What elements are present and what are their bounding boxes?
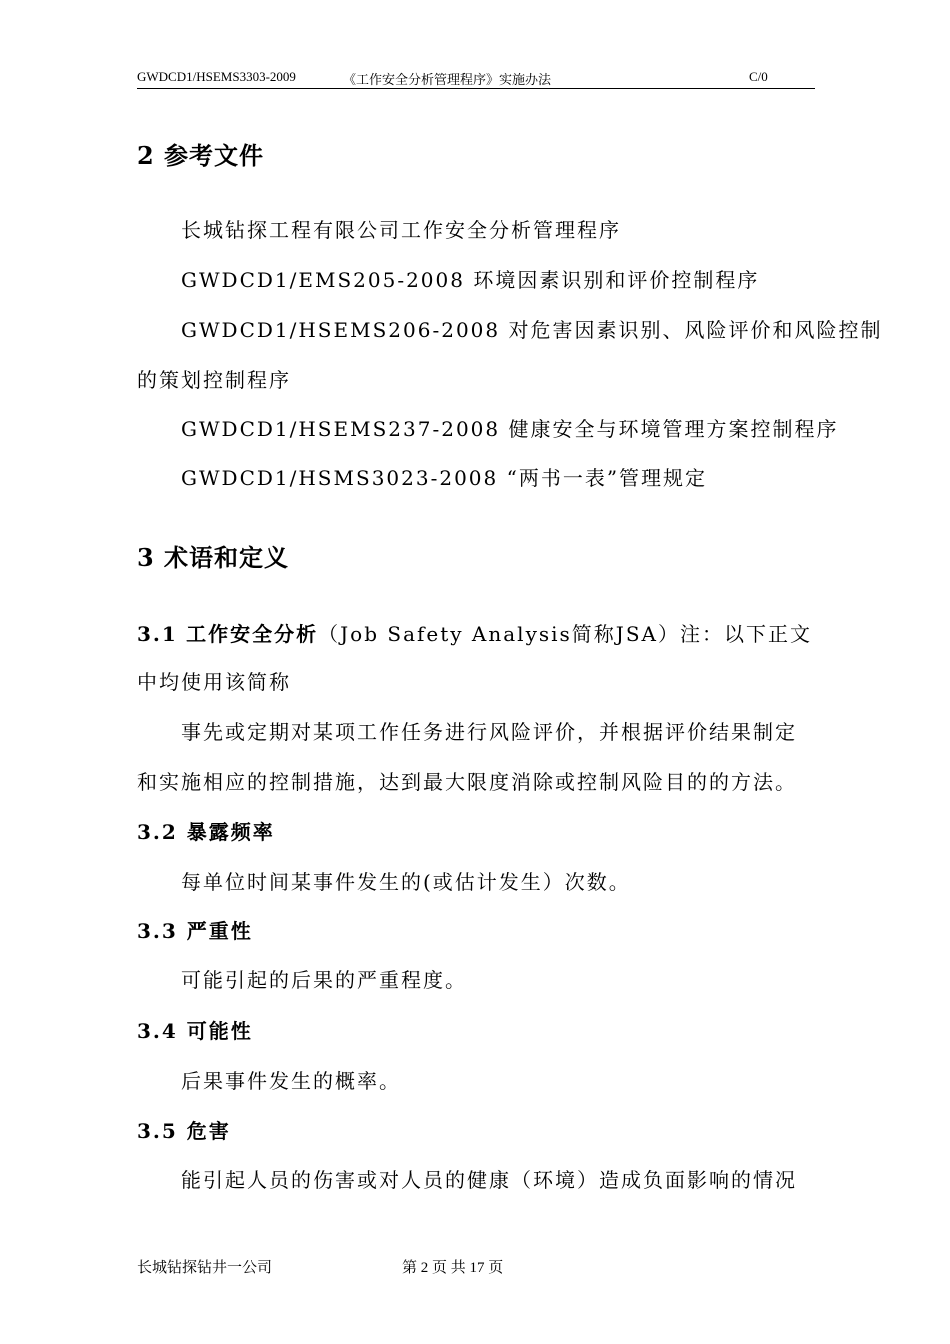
revision-label: C/0 — [749, 69, 768, 84]
reference-item: 长城钻探工程有限公司工作安全分析管理程序 — [181, 218, 621, 242]
clause-number: 3.1 — [137, 622, 178, 646]
page-header — [137, 68, 815, 89]
definition-text: 能引起人员的伤害或对人员的健康（环境）造成负面影响的情况 — [181, 1168, 797, 1192]
definition-text: 可能引起的后果的严重程度。 — [181, 968, 467, 992]
reference-item: GWDCD1/HSEMS206-2008 对危害因素识别、风险评价和风险控制 — [181, 318, 883, 342]
reference-item-continued: 的策划控制程序 — [137, 368, 291, 392]
term-note: （Job Safety Analysis简称JSA）注：以下正文 — [318, 622, 812, 646]
definition-text: 事先或定期对某项工作任务进行风险评价，并根据评价结果制定 — [181, 720, 797, 744]
reference-item: GWDCD1/EMS205-2008 环境因素识别和评价控制程序 — [181, 268, 760, 292]
definition-text-continued: 和实施相应的控制措施，达到最大限度消除或控制风险目的的方法。 — [137, 770, 797, 794]
reference-item: GWDCD1/HSMS3023-2008 “两书一表”管理规定 — [181, 466, 708, 490]
term-note-continued: 中均使用该简称 — [137, 670, 291, 694]
reference-item: GWDCD1/HSEMS237-2008 健康安全与环境管理方案控制程序 — [181, 417, 839, 441]
section-2-title: 2 参考文件 — [137, 141, 265, 170]
definition-3-2-heading: 3.2 暴露频率 — [137, 820, 275, 844]
definition-text: 后果事件发生的概率。 — [181, 1069, 401, 1093]
definition-text: 每单位时间某事件发生的(或估计发生）次数。 — [181, 870, 631, 894]
term-title: 工作安全分析 — [186, 622, 319, 646]
definition-3-3-heading: 3.3 严重性 — [137, 919, 253, 943]
definition-3-4-heading: 3.4 可能性 — [137, 1019, 253, 1043]
document-title: 《工作安全分析管理程序》实施办法 — [343, 72, 552, 87]
definition-3-1-heading — [137, 618, 812, 647]
document-code: GWDCD1/HSEMS3303-2009 — [137, 69, 296, 84]
section-3-title: 3 术语和定义 — [137, 543, 290, 572]
definition-3-5-heading: 3.5 危害 — [137, 1119, 231, 1143]
footer-company: 长城钻探钻井一公司 — [137, 1260, 273, 1276]
page-number: 第 2 页 共 17 页 — [402, 1260, 504, 1276]
